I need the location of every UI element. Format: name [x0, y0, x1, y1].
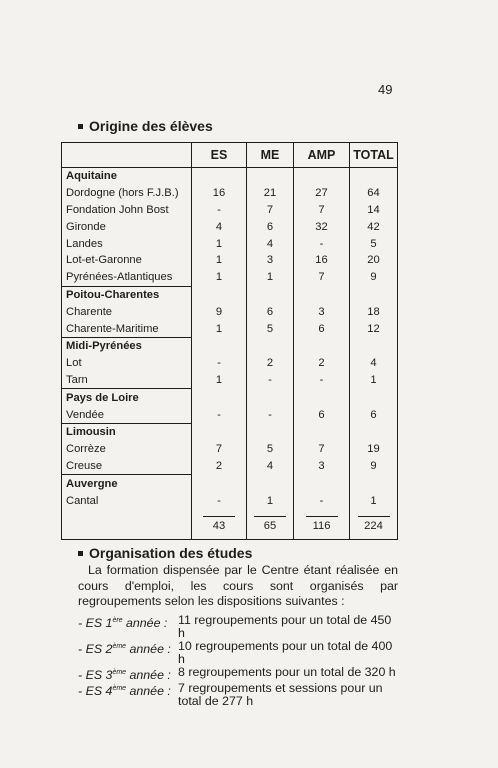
section-title-text: Organisation des études	[89, 545, 253, 561]
header-es: ES	[192, 143, 247, 168]
label-suffix: année :	[126, 642, 171, 657]
empty-cell	[350, 168, 398, 185]
table-row	[62, 252, 398, 269]
total-cell	[294, 509, 350, 540]
value-cell: 4	[247, 458, 294, 475]
disposition-text: 11 regroupements pour un total de 450 h	[178, 613, 392, 640]
empty-cell	[247, 475, 294, 492]
value-cell: -	[247, 406, 294, 423]
disposition-item	[78, 682, 398, 708]
empty-cell	[350, 423, 398, 440]
value-cell: 4	[192, 218, 247, 235]
empty-cell	[350, 389, 398, 406]
label-superscript: ème	[112, 685, 127, 693]
square-bullet-icon	[78, 124, 83, 129]
value-cell: 6	[350, 406, 398, 423]
table-row	[62, 202, 398, 219]
value-cell: 16	[294, 252, 350, 269]
value-cell: 27	[294, 185, 350, 202]
region-row	[62, 389, 398, 406]
header-amp: AMP	[294, 143, 350, 168]
value-cell: 3	[294, 458, 350, 475]
empty-cell	[247, 423, 294, 440]
section-title-text: Origine des élèves	[89, 118, 213, 134]
total-cell	[192, 509, 247, 540]
value-cell: 6	[247, 303, 294, 320]
region-row	[62, 337, 398, 354]
value-cell: 64	[350, 185, 398, 202]
label-suffix: année :	[126, 668, 171, 683]
origine-table	[61, 142, 398, 540]
value-cell: 12	[350, 320, 398, 337]
table-row	[62, 492, 398, 509]
header-blank	[62, 143, 192, 168]
value-cell: 6	[247, 218, 294, 235]
table-row	[62, 355, 398, 372]
value-cell: 1	[350, 492, 398, 509]
empty-cell	[192, 423, 247, 440]
disposition-item	[78, 640, 398, 666]
table-row	[62, 320, 398, 337]
empty-cell	[294, 423, 350, 440]
department-name: Pyrénées-Atlantiques	[62, 269, 192, 286]
region-row	[62, 286, 398, 303]
label-superscript: ème	[112, 669, 127, 676]
header-me: ME	[247, 143, 294, 168]
empty-cell	[192, 475, 247, 492]
value-cell: -	[294, 372, 350, 389]
empty-cell	[294, 389, 350, 406]
region-name: Limousin	[62, 423, 192, 440]
empty-cell	[192, 389, 247, 406]
value-cell: 32	[294, 218, 350, 235]
label-superscript: ème	[112, 643, 127, 650]
table-header-row	[62, 143, 398, 168]
total-value: 65	[263, 519, 277, 532]
value-cell: 5	[247, 441, 294, 458]
empty-cell	[294, 168, 350, 185]
value-cell: 1	[192, 320, 247, 337]
value-cell: 1	[247, 492, 294, 509]
disposition-label	[78, 614, 178, 640]
value-cell: 9	[350, 269, 398, 286]
table-row	[62, 458, 398, 475]
empty-cell	[192, 168, 247, 185]
disposition-text: 10 regroupements pour un total de 400 h	[178, 639, 393, 666]
total-rule	[203, 516, 235, 517]
region-name: Pays de Loire	[62, 389, 192, 406]
department-name: Lot-et-Garonne	[62, 252, 192, 269]
region-row	[62, 168, 398, 185]
empty-cell	[247, 286, 294, 303]
empty-cell	[247, 389, 294, 406]
value-cell: 7	[294, 202, 350, 219]
value-cell: 6	[294, 320, 350, 337]
table-row	[62, 218, 398, 235]
total-cell	[350, 509, 398, 540]
value-cell: 18	[350, 303, 398, 320]
table-row	[62, 235, 398, 252]
empty-cell	[294, 475, 350, 492]
empty-cell	[247, 337, 294, 354]
label-suffix: année :	[122, 616, 168, 631]
disposition-label	[78, 640, 178, 666]
value-cell: 7	[247, 202, 294, 219]
department-name: Landes	[62, 235, 192, 252]
label-prefix: - ES 4	[78, 684, 113, 699]
empty-cell	[294, 286, 350, 303]
total-label-cell	[62, 509, 192, 540]
empty-cell	[192, 337, 247, 354]
department-name: Lot	[62, 355, 192, 372]
dispositions-list	[78, 614, 398, 708]
disposition-text: 7 regroupements et sessions pour un total de 277 h	[178, 681, 383, 709]
value-cell: 1	[247, 269, 294, 286]
region-name: Poitou-Charentes	[62, 286, 192, 303]
table-body	[62, 168, 398, 540]
value-cell: 42	[350, 218, 398, 235]
disposition-label	[78, 666, 178, 682]
label-superscript: ère	[112, 617, 123, 624]
region-name: Aquitaine	[62, 168, 192, 185]
value-cell: 5	[247, 320, 294, 337]
value-cell: 4	[247, 235, 294, 252]
region-row	[62, 423, 398, 440]
value-cell: 7	[294, 441, 350, 458]
table-row	[62, 441, 398, 458]
department-name: Creuse	[62, 458, 192, 475]
value-cell: 2	[294, 355, 350, 372]
empty-cell	[247, 168, 294, 185]
department-name: Cantal	[62, 492, 192, 509]
disposition-text: 8 regroupements pour un total de 320 h	[178, 665, 396, 679]
value-cell: 21	[247, 185, 294, 202]
empty-cell	[350, 475, 398, 492]
department-name: Tarn	[62, 372, 192, 389]
department-name: Vendée	[62, 406, 192, 423]
department-name: Dordogne (hors F.J.B.)	[62, 185, 192, 202]
table-row	[62, 406, 398, 423]
value-cell: 7	[294, 269, 350, 286]
value-cell: 14	[350, 202, 398, 219]
total-rule	[254, 516, 286, 517]
empty-cell	[350, 337, 398, 354]
total-value: 224	[364, 519, 383, 532]
department-name: Charente-Maritime	[62, 320, 192, 337]
value-cell: 1	[192, 252, 247, 269]
value-cell: -	[247, 372, 294, 389]
value-cell: -	[294, 492, 350, 509]
table-row	[62, 269, 398, 286]
value-cell: -	[294, 235, 350, 252]
total-rule	[358, 516, 390, 517]
value-cell: 7	[192, 441, 247, 458]
department-name: Charente	[62, 303, 192, 320]
value-cell: 1	[350, 372, 398, 389]
total-value: 116	[312, 519, 331, 532]
table-row	[62, 303, 398, 320]
value-cell: -	[192, 355, 247, 372]
empty-cell	[350, 286, 398, 303]
region-name: Auvergne	[62, 475, 192, 492]
value-cell: 6	[294, 406, 350, 423]
value-cell: 20	[350, 252, 398, 269]
empty-cell	[294, 337, 350, 354]
label-prefix: - ES 2	[78, 642, 113, 657]
table-row	[62, 372, 398, 389]
empty-cell	[192, 286, 247, 303]
table-row	[62, 185, 398, 202]
value-cell: 1	[192, 269, 247, 286]
value-cell: 3	[294, 303, 350, 320]
region-row	[62, 475, 398, 492]
page-number: 49	[378, 82, 393, 97]
value-cell: 9	[192, 303, 247, 320]
value-cell: 1	[192, 372, 247, 389]
department-name: Gironde	[62, 218, 192, 235]
value-cell: 1	[192, 235, 247, 252]
intro-paragraph: La formation dispensée par le Centre étant réalisée en cours d'emploi, les cours sont organisés par regroupements selon les dispositions suivantes :	[78, 563, 398, 609]
value-cell: -	[192, 202, 247, 219]
section-title-origine	[78, 118, 213, 134]
total-rule	[306, 516, 338, 517]
disposition-label	[78, 682, 178, 708]
total-row	[62, 509, 398, 540]
value-cell: 4	[350, 355, 398, 372]
value-cell: 5	[350, 235, 398, 252]
region-name: Midi-Pyrénées	[62, 337, 192, 354]
value-cell: -	[192, 492, 247, 509]
total-cell	[247, 509, 294, 540]
value-cell: -	[192, 406, 247, 423]
label-prefix: - ES 1	[78, 616, 113, 631]
value-cell: 16	[192, 185, 247, 202]
value-cell: 9	[350, 458, 398, 475]
label-prefix: - ES 3	[78, 668, 113, 683]
total-value: 43	[212, 519, 226, 532]
value-cell: 2	[192, 458, 247, 475]
disposition-item	[78, 666, 398, 682]
section-title-organisation	[78, 545, 252, 561]
value-cell: 2	[247, 355, 294, 372]
label-suffix: année :	[126, 684, 171, 699]
department-name: Fondation John Bost	[62, 202, 192, 219]
department-name: Corrèze	[62, 441, 192, 458]
value-cell: 19	[350, 441, 398, 458]
disposition-item	[78, 614, 398, 640]
square-bullet-icon	[78, 551, 83, 556]
value-cell: 3	[247, 252, 294, 269]
header-total: TOTAL	[350, 143, 398, 168]
